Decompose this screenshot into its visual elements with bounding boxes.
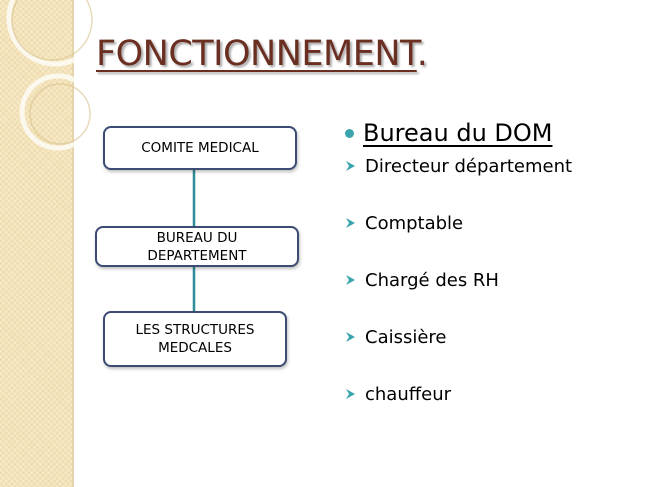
arrow-bullet-icon	[343, 273, 359, 287]
bullet-heading-text: Bureau du DOM	[363, 119, 553, 147]
org-box-label: COMITE MEDICAL	[141, 140, 259, 156]
org-box-comite-medical	[103, 126, 297, 170]
list-item	[343, 325, 572, 349]
bullet-dot-icon	[345, 129, 354, 138]
org-box-label: LES STRUCTURES	[135, 322, 255, 338]
arrow-bullet-icon	[343, 330, 359, 344]
bullet-heading	[343, 114, 572, 152]
list-item-text: Chargé des RH	[365, 269, 499, 291]
arrow-bullet-icon	[343, 216, 359, 230]
arrow-bullet-icon	[343, 159, 359, 173]
org-box-structures-medicales	[103, 311, 287, 367]
list-item	[343, 268, 572, 292]
org-box-label: MEDCALES	[158, 340, 232, 356]
list-item-text: Caissière	[365, 326, 447, 348]
title-text: FONCTIONNEMENT	[96, 34, 417, 74]
title-period: .	[416, 34, 428, 74]
org-box-bureau-departement	[95, 226, 299, 267]
list-item-text: chauffeur	[365, 383, 452, 405]
bullet-list	[343, 114, 572, 439]
arrow-bullet-icon	[343, 387, 359, 401]
list-item-text: Directeur département	[365, 155, 573, 177]
list-item	[343, 154, 572, 178]
list-item	[343, 382, 572, 406]
list-item	[343, 211, 572, 235]
org-box-label: DEPARTEMENT	[147, 247, 247, 264]
list-item-text: Comptable	[365, 212, 464, 234]
org-box-label: BUREAU DU	[156, 229, 238, 246]
